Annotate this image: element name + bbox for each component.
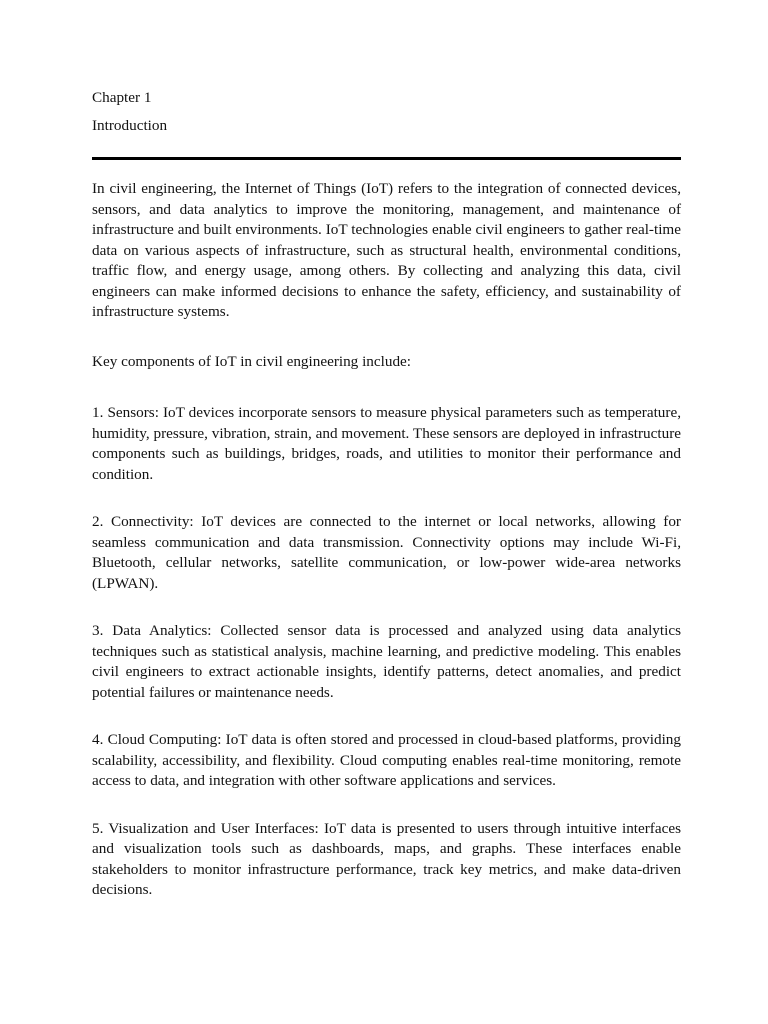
section-title: Introduction	[92, 116, 168, 134]
list-item-connectivity: 2. Connectivity: IoT devices are connected to the internet or local networks, allowing for seamless communication and data transmission. Connectivity options may include Wi-Fi, Bluetooth, cellular networks, satellite communication, or low-power wide-area networks (LPWAN).	[92, 513, 681, 592]
list-item-visualization: 5. Visualization and User Interfaces: IoT data is presented to users through intuitive interfaces and visualization tools such as dashboards, maps, and graphs. These interfaces enable stakeholders to monitor infrastructure performance, track key metrics, and make data-driven decisions.	[92, 819, 681, 898]
list-item-sensors: 1. Sensors: IoT devices incorporate sensors to measure physical parameters such as temperature, humidity, pressure, vibration, strain, and movement. These sensors are deployed in infrastructure components such as buildings, bridges, roads, and utilities to monitor their performance and condition.	[92, 404, 681, 483]
list-intro-line: Key components of IoT in civil engineering include:	[92, 352, 411, 370]
list-item-data-analytics: 3. Data Analytics: Collected sensor data is processed and analyzed using data analytics techniques such as statistical analysis, machine learning, and predictive modeling. This enables civil engineers to extract actionable insights, identify patterns, detect anomalies, and predict potential failures or maintenance needs.	[92, 622, 681, 701]
list-item-cloud-computing: 4. Cloud Computing: IoT data is often stored and processed in cloud-based platforms, providing scalability, accessibility, and flexibility. Cloud computing enables real-time monitoring, remote access to data, and integration with other software applications and services.	[92, 731, 681, 789]
chapter-label: Chapter 1	[92, 89, 152, 106]
horizontal-rule	[92, 157, 681, 160]
intro-paragraph: In civil engineering, the Internet of Things (IoT) refers to the integration of connected devices, sensors, and data analytics to improve the monitoring, management, and maintenance of infrastructure and built environments. IoT technologies enable civil engineers to gather real-time data on various aspects of infrastructure, such as structural health, environmental conditions, traffic flow, and energy usage, among others. By collecting and analyzing this data, civil engineers can make informed decisions to enhance the safety, efficiency, and sustainability of infrastructure systems.	[92, 180, 681, 320]
